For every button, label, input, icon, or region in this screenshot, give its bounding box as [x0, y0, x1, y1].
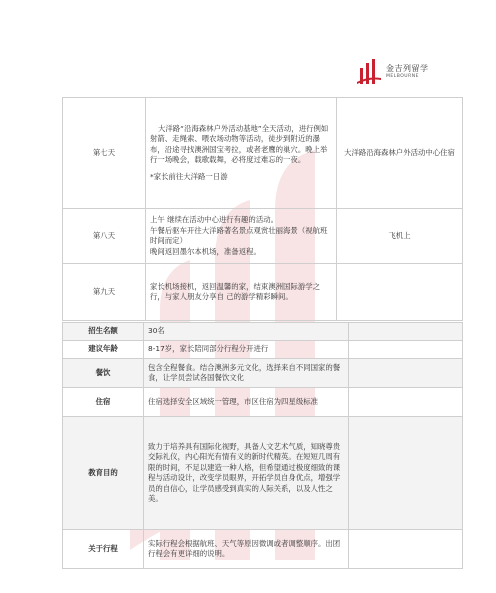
university-pillars-logo-icon: [356, 58, 382, 86]
detail-extra: [349, 323, 463, 341]
detail-value: 30名: [144, 323, 349, 341]
table-row: [63, 417, 463, 530]
table-row: [63, 530, 463, 569]
table-row: [63, 323, 463, 341]
activity-text: 大洋路“沿海森林户外活动基地”全天活动，进行例如射箭、走绳索、喂农场动物等活动，徒步到附近的瀑布，沿途寻找澳洲国宝考拉，或者老鹰的巢穴。晚上举行一场晚会，载歌载舞，必将度过难忘的一夜。: [150, 123, 329, 165]
detail-value: 实际行程会根据航班、天气等原因微调或者调整顺序。出团行程会有更详细的说明。: [144, 530, 349, 569]
detail-extra: [349, 359, 463, 388]
detail-label: 餐饮: [63, 359, 144, 388]
detail-value: 包含全程餐食。结合澳洲多元文化，选择来自不同国家的餐食，让学员尝试各国餐饮文化: [144, 359, 349, 388]
brand-name-cn: 金吉列留学: [386, 63, 429, 73]
itinerary-table: [62, 97, 463, 321]
detail-extra: [349, 388, 463, 417]
day-label: 第七天: [63, 98, 146, 209]
day-activity: [146, 98, 337, 209]
table-row: [63, 341, 463, 359]
table-row: [63, 264, 463, 321]
program-details-table: [62, 322, 463, 569]
day-activity: 家长机场接机，返回温馨的家，结束澳洲国际游学之行，与家人朋友分享自 己的游学精彩瞬间。: [146, 264, 337, 321]
brand-name-en: MELBOURNE: [386, 73, 419, 79]
detail-value: 8-17岁，家长陪同部分行程分开进行: [144, 341, 349, 359]
table-row: [63, 209, 463, 264]
detail-label: 建议年龄: [63, 341, 144, 359]
detail-label: 招生名额: [63, 323, 144, 341]
table-row: [63, 388, 463, 417]
detail-label: 关于行程: [63, 530, 144, 569]
day-lodging: 飞机上: [337, 209, 463, 264]
detail-extra: [349, 417, 463, 530]
detail-extra: [349, 341, 463, 359]
day-label: 第九天: [63, 264, 146, 321]
day-label: 第八天: [63, 209, 146, 264]
table-row: [63, 359, 463, 388]
day-lodging: 大洋路沿海森林户外活动中心住宿: [337, 98, 463, 209]
brand-logo: [356, 58, 429, 86]
day-activity: 上午 继续在活动中心进行有趣的活动。 午餐后驱车开往大洋路著名景点观赏壮丽海景（视航班时间而定） 晚间返回墨尔本机场，准备返程。: [146, 209, 337, 264]
detail-label: 住宿: [63, 388, 144, 417]
detail-label: 教育目的: [63, 417, 144, 530]
parent-note: *家长前往大洋路一日游: [150, 171, 228, 181]
detail-value: 住宿选择安全区域统一管理，市区住宿为四星级标准: [144, 388, 349, 417]
table-row: [63, 98, 463, 209]
detail-extra: [349, 530, 463, 569]
detail-value: 致力于培养具有国际化视野，具备人文艺术气质，知晓尊贵交际礼仪，内心阳光有情有义的新时代精英。在短短几周有限的时间，不足以建造一种人格，但希望通过极度细致的课程与活动设计，改变学员眼界，开拓学员自身优点，增强学员的自信心，让学员感受到真实的人际关系，以及人性之美。: [144, 417, 349, 530]
day-lodging: [337, 264, 463, 321]
